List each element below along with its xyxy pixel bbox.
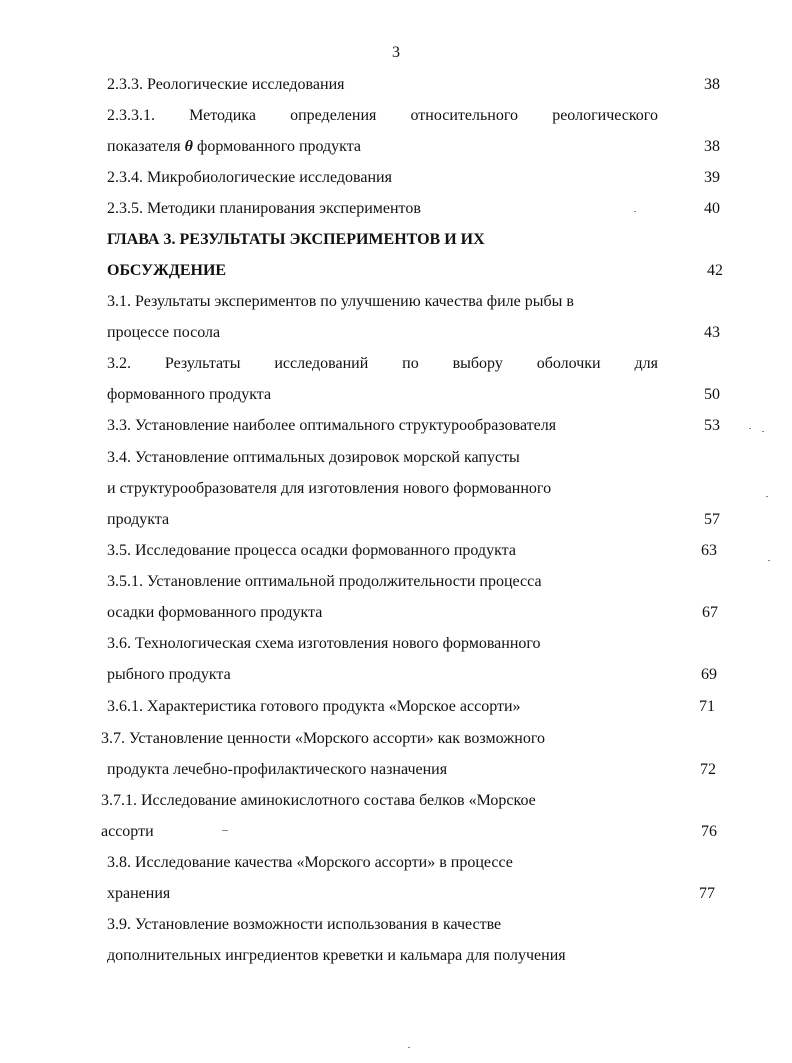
toc-entry-3-3-page: 53 [704,417,720,434]
word: для [634,355,658,372]
toc-entry-2-3-3-1-line1 [107,106,658,126]
toc-entry-3-7-line2: продукта лечебно-профилактического назначения [107,761,448,778]
toc-entry-3-5-title: 3.5. Исследование процесса осадки формованного продукта [107,542,516,559]
toc-entry-3-1-line2: процессе посола [107,324,221,341]
toc-entry-2-3-4-title: 2.3.4. Микробиологические исследования [107,169,392,186]
toc-entry-3-6-page: 69 [701,666,717,683]
toc-entry-3-7-page: 72 [700,761,716,778]
word: выбору [452,355,503,372]
word: 2.3.3.1. [107,107,155,124]
chapter-3-heading-line2: ОБСУЖДЕНИЕ [107,262,227,279]
toc-entry-3-5-page: 63 [701,542,717,559]
toc-entry-3-2-line1 [107,354,658,374]
toc-entry-3-5-1-line1: 3.5.1. Установление оптимальной продолжительности процесса [107,573,542,590]
toc-entry-3-2-page: 50 [704,386,720,403]
word: по [402,355,419,372]
toc-entry-2-3-4-page: 39 [704,169,720,186]
toc-entry-3-1-line1: 3.1. Результаты экспериментов по улучшению качества филе рыбы в [107,293,574,310]
toc-entry-3-1-page: 43 [704,324,720,341]
toc-entry-3-9-line2: дополнительных ингредиентов креветки и кальмара для получения [107,947,566,964]
page-number: 3 [392,44,400,61]
toc-entry-3-4-page: 57 [704,511,720,528]
toc-entry-3-4-line1: 3.4. Установление оптимальных дозировок морской капусты [107,449,520,466]
scan-speck [222,830,228,831]
word: Методика [189,107,256,124]
scan-speck [762,431,764,432]
word: Результаты [164,355,241,372]
word: определения [290,107,377,124]
toc-entry-3-8-line2: хранения [107,885,171,902]
toc-entry-2-3-3-title: 2.3.3. Реологические исследования [107,76,345,93]
toc-entry-3-6-1-title: 3.6.1. Характеристика готового продукта «Морское ассорти» [107,698,521,715]
toc-entry-3-4-line2: и структурообразователя для изготовления нового формованного [107,480,552,497]
toc-entry-3-5-1-line2: осадки формованного продукта [107,604,323,621]
toc-entry-3-7-1-line2: ассорти [101,823,154,840]
toc-entry-3-6-1-page: 71 [699,698,715,715]
toc-entry-3-5-1-page: 67 [702,604,718,621]
toc-entry-3-6-line2: рыбного продукта [107,666,231,683]
toc-entry-3-9-line1: 3.9. Установление возможности использования в качестве [107,916,502,933]
text: показателя [107,138,181,155]
word: исследований [274,355,369,372]
toc-entry-2-3-3-1-line2 [107,137,361,157]
toc-entry-3-7-1-page: 76 [701,823,717,840]
toc-entry-3-2-line2: формованного продукта [107,386,272,403]
chapter-3-page: 42 [707,262,723,279]
toc-entry-2-3-3-1-page: 38 [704,138,720,155]
word: оболочки [536,355,601,372]
theta-symbol: θ [184,138,193,155]
text: формованного продукта [192,138,362,155]
toc-entry-2-3-3-page: 38 [704,76,720,93]
toc-entry-3-3-title: 3.3. Установление наиболее оптимального структурообразователя [107,417,557,434]
word: реологического [552,107,658,124]
toc-entry-2-3-5-title: 2.3.5. Методики планирования экспериментов [107,200,421,217]
chapter-3-heading-line1: ГЛАВА 3. РЕЗУЛЬТАТЫ ЭКСПЕРИМЕНТОВ И ИХ [107,231,485,248]
word: 3.2. [107,355,131,372]
toc-entry-3-4-line3: продукта [107,511,170,528]
toc-entry-3-6-line1: 3.6. Технологическая схема изготовления нового формованного [107,635,541,652]
scan-speck [768,560,770,561]
toc-entry-2-3-5-page: 40 [704,200,720,217]
toc-entry-3-7-line1: 3.7. Установление ценности «Морского ассорти» как возможного [101,730,546,747]
scan-speck [766,496,768,497]
toc-entry-3-7-1-line1: 3.7.1. Исследование аминокислотного состава белков «Морское [101,792,536,809]
scan-speck [634,211,636,212]
scan-speck [749,428,751,429]
scan-speck [408,1047,410,1048]
toc-entry-3-8-page: 77 [699,885,715,902]
toc-entry-3-8-line1: 3.8. Исследование качества «Морского ассорти» в процессе [107,854,513,871]
word: относительного [410,107,519,124]
